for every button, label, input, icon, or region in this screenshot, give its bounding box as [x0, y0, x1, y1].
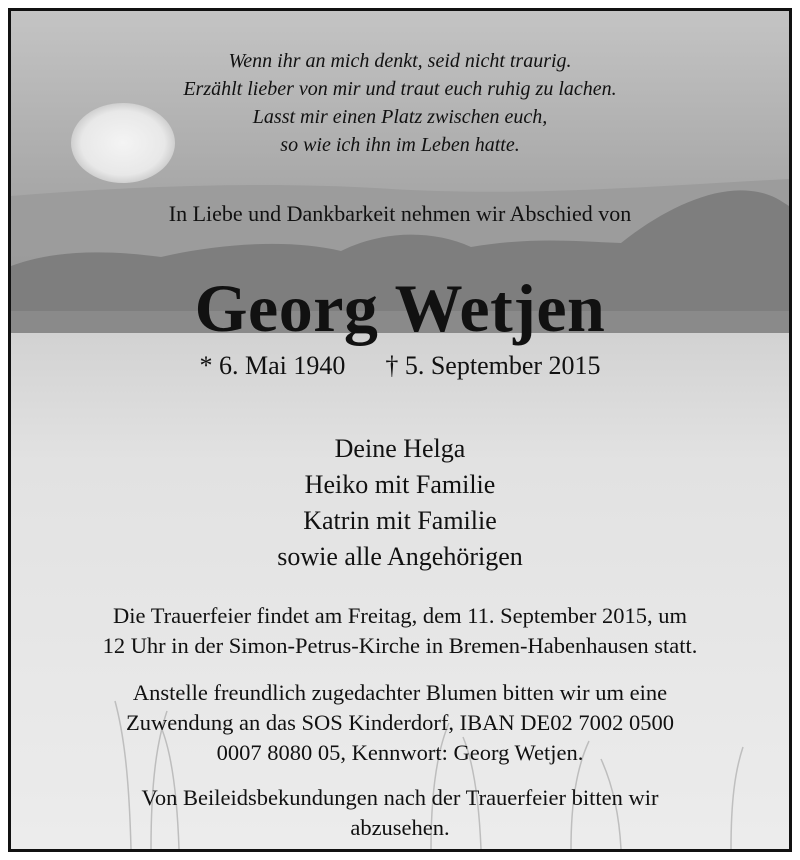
deceased-name: Georg Wetjen: [194, 270, 606, 346]
verse-line: Erzählt lieber von mir und traut euch ruhig zu lachen.: [183, 78, 617, 100]
obituary-content: [11, 11, 789, 849]
memorial-verse: [11, 47, 789, 159]
donation-line: 0007 8080 05, Kennwort: Georg Wetjen.: [216, 740, 584, 765]
mourner-line: Deine Helga: [334, 434, 466, 463]
funeral-line: Die Trauerfeier findet am Freitag, dem 11. September 2015, um: [112, 603, 688, 628]
mourner-line: Katrin mit Familie: [303, 506, 497, 535]
verse-line: Wenn ihr an mich denkt, seid nicht traurig.: [228, 50, 572, 72]
donation-line: Anstelle freundlich zugedachter Blumen bitten wir um eine: [132, 680, 668, 705]
intro-line: In Liebe und Dankbarkeit nehmen wir Abschied von: [168, 201, 632, 226]
verse-line: so wie ich ihn im Leben hatte.: [280, 134, 520, 156]
life-dates: [11, 351, 789, 381]
mourner-line: Heiko mit Familie: [304, 470, 496, 499]
birth-date: * 6. Mai 1940: [199, 351, 346, 380]
funeral-line: 12 Uhr in der Simon-Petrus-Kirche in Bremen-Habenhausen statt.: [102, 633, 698, 658]
donation-notice: [41, 678, 759, 768]
death-date: † 5. September 2015: [385, 351, 601, 380]
condolence-line: abzusehen.: [350, 815, 450, 840]
condolence-line: Von Beileidsbekundungen nach der Trauerfeier bitten wir: [141, 785, 659, 810]
condolence-notice: [41, 783, 759, 843]
verse-line: Lasst mir einen Platz zwischen euch,: [252, 106, 548, 128]
funeral-notice: [41, 601, 759, 661]
mourners-list: [11, 431, 789, 575]
mourner-line: sowie alle Angehörigen: [277, 542, 523, 571]
donation-line: Zuwendung an das SOS Kinderdorf, IBAN DE02 7002 0500: [125, 710, 675, 735]
obituary-frame: [8, 8, 792, 852]
